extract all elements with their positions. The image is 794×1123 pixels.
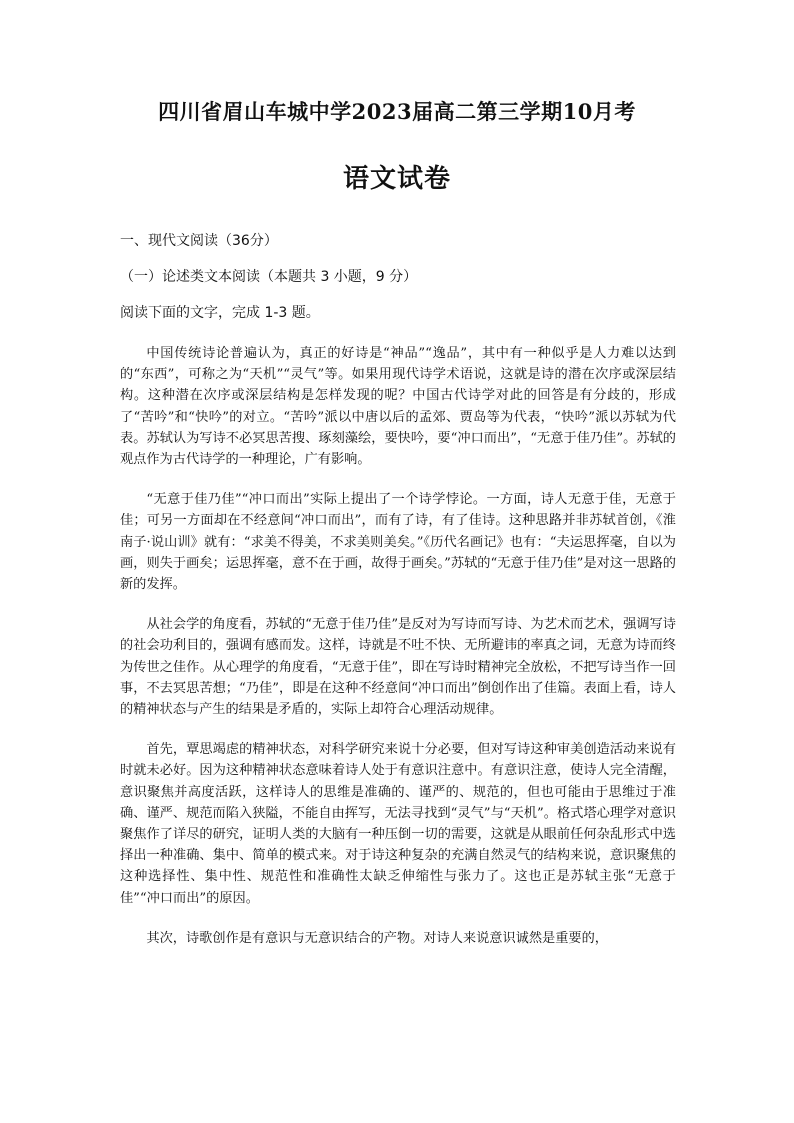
passage-paragraph: 其次，诗歌创作是有意识与无意识结合的产物。对诗人来说意识诚然是重要的， xyxy=(146,930,608,946)
passage-paragraph: “无意于佳乃佳”“冲口而出”实际上提出了一个诗学悖论。一方面，诗人无意于佳，无意于佳；可另一方面却在不经意间“冲口而出”，而有了诗，有了佳诗。这种思路并非苏轼首创，《淮南子·说山训》就有：“求美不得美，不求美则美矣。”《历代名画记》也有：“夫运思挥毫，自以为画，则失于画矣；运思挥毫，意不在于画，故得于画矣。”苏轼的“无意于佳乃佳”是对这一思路的新的发挥。 xyxy=(120,492,676,593)
passage-paragraph: 首先，覃思竭虑的精神状态，对科学研究来说十分必要，但对写诗这种审美创造活动来说有时就未必好。因为这种精神状态意味着诗人处于有意识注意中。有意识注意，使诗人完全清醒，意识聚焦并高度活跃，这样诗人的思维是准确的、谨严的、规范的，但也可能由于思维过于准确、谨严、规范而陷入狭隘，不能自由挥写，无法寻找到“灵气”与“天机”。格式塔心理学对意识聚焦作了详尽的研究，证明人类的大脑有一种压倒一切的需要，这就是从眼前任何杂乱形式中选择出一种准确、集中、简单的模式来。对于诗这种复杂的充满自然灵气的结构来说，意识聚焦的这种选择性、集中性、规范性和准确性太缺乏伸缩性与张力了。这也正是苏轼主张“无意于佳”“冲口而出”的原因。 xyxy=(120,742,676,906)
exam-subtitle: 语文试卷 xyxy=(342,164,451,194)
passage-paragraph: 中国传统诗论普遍认为，真正的好诗是“神品”“逸品”，其中有一种似乎是人力难以达到的“东西”，可称之为“天机”“灵气”等。如果用现代诗学术语说，这就是诗的潜在次序或深层结构。这种潜在次序或深层结构是怎样发现的呢？中国古代诗学对此的回答是有分歧的，形成了“苦吟”和“快吟”的对立。“苦吟”派以中唐以后的孟郊、贾岛等为代表，“快吟”派以苏轼为代表。苏轼认为写诗不必冥思苦搜、琢刻藻绘，要快吟，要“冲口而出”，“无意于佳乃佳”。苏轼的观点作为古代诗学的一种理论，广有影响。 xyxy=(120,346,676,468)
passage-body xyxy=(120,343,676,968)
exam-title: 四川省眉山车城中学2023届高二第三学期10月考 xyxy=(158,99,636,124)
subsection-heading: （一）论述类文本阅读（本题共 3 小题，9 分） xyxy=(120,269,418,285)
section-heading: 一、现代文阅读（36分） xyxy=(120,233,278,249)
passage-paragraph: 从社会学的角度看，苏轼的“无意于佳乃佳”是反对为写诗而写诗、为艺术而艺术，强调写诗的社会功利目的，强调有感而发。这样，诗就是不吐不快、无所避讳的率真之词，无意为诗而终为传世之佳作。从心理学的角度看，“无意于佳”，即在写诗时精神完全放松，不把写诗当作一回事，不去冥思苦想；“乃佳”，即是在这种不经意间“冲口而出”倒创作出了佳篇。表面上看，诗人的精神状态与产生的结果是矛盾的，实际上却符合心理活动规律。 xyxy=(120,617,676,718)
reading-instruction: 阅读下面的文字，完成 1-3 题。 xyxy=(120,305,320,321)
